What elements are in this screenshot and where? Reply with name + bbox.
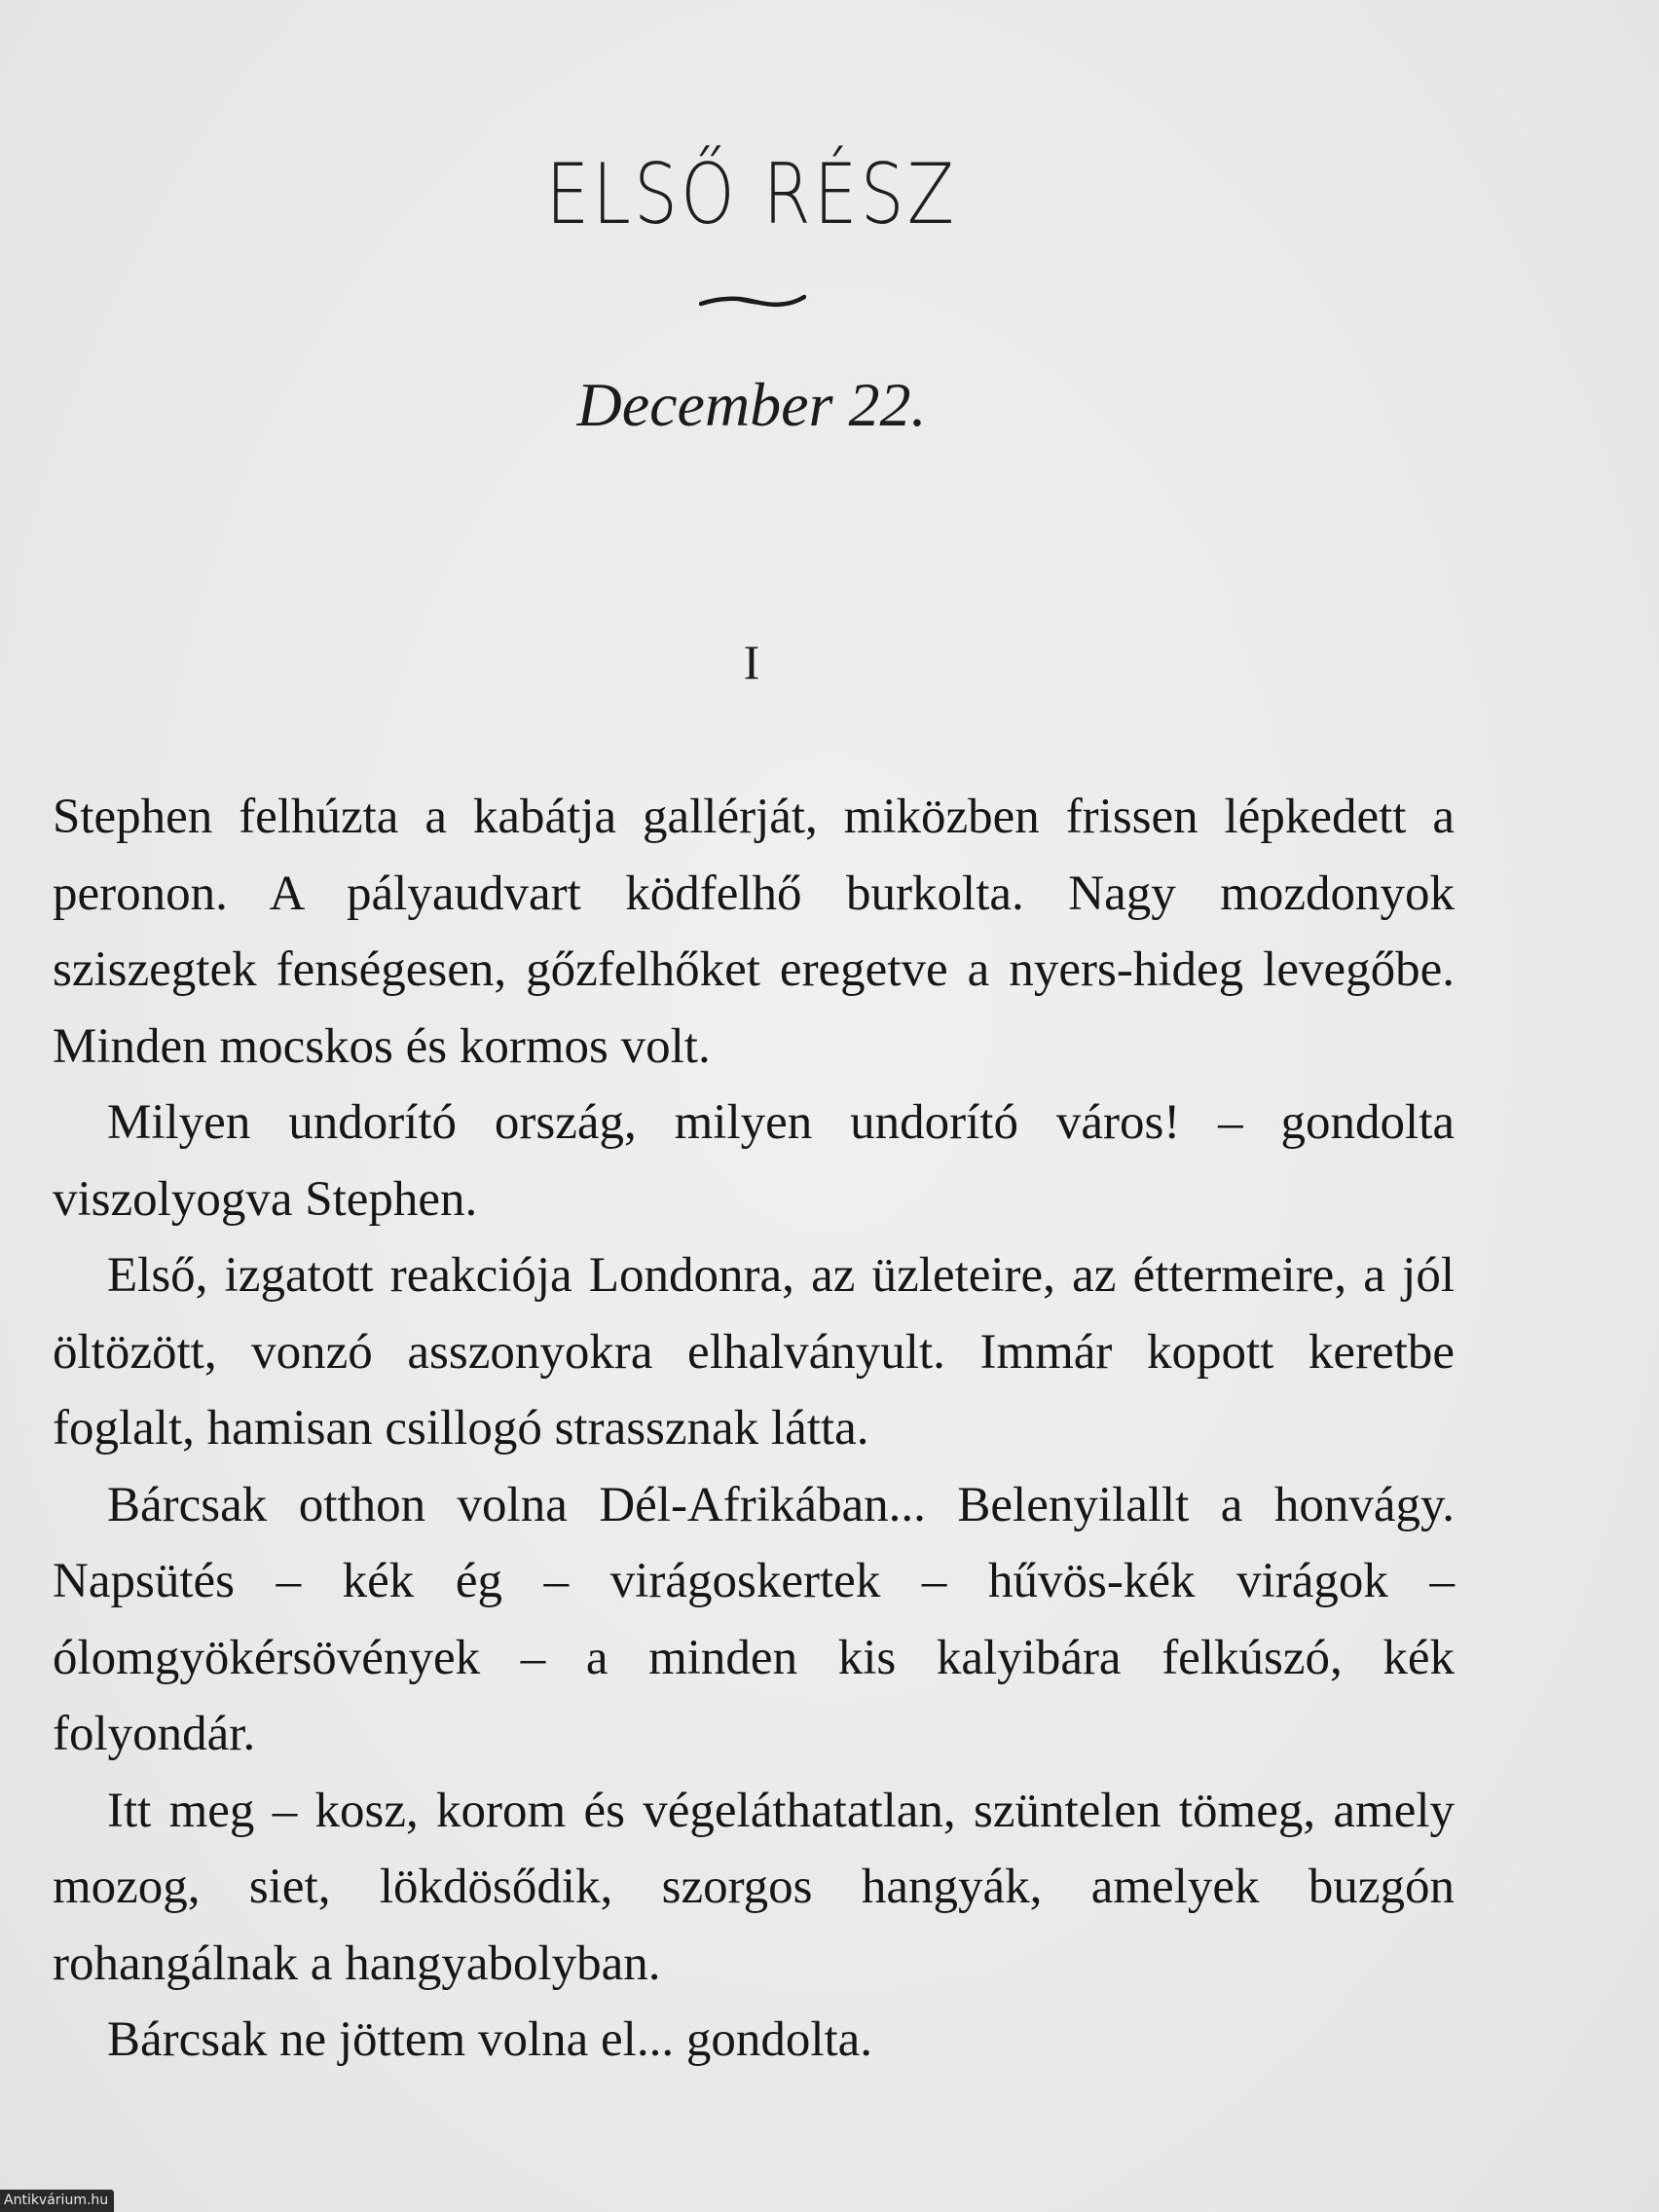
paragraph: Itt meg – kosz, korom és végeláthatatlan, szüntelen tömeg, amely mozog, siet, lökdösődik, szorgos hangyák, amelyek buzgón rohangálnak a hangyabolyban.	[53, 1783, 1455, 1991]
section-date: December 22.	[576, 370, 927, 439]
body-text	[53, 779, 1455, 2079]
chapter-number: I	[743, 635, 760, 689]
watermark-label: Antikvárium.hu	[0, 2190, 114, 2212]
paragraph: Bárcsak otthon volna Dél-Afrikában... Belenyilallt a honvágy. Napsütés – kék ég – virágoskertek – hűvös-kék virágok – ólomgyökérsövények – a minden kis kalyibára felkúszó, kék folyondár.	[53, 1477, 1455, 1761]
paragraph: Milyen undorító ország, milyen undorító város! – gondolta viszolyogva Stephen.	[53, 1095, 1455, 1227]
part-title: ELSŐ RÉSZ	[545, 146, 958, 243]
paragraph: Stephen felhúzta a kabátja gallérját, miközben frissen lépkedett a peronon. A pályaudvart ködfelhő burkolta. Nagy mozdonyok sziszegtek fenségesen, gőzfelhőket eregetve a nyers-hideg levegőbe. Minden mocskos és kormos volt.	[53, 790, 1455, 1074]
paragraph: Bárcsak ne jöttem volna el... gondolta.	[107, 2012, 873, 2067]
paragraph: Első, izgatott reakciója Londonra, az üzleteire, az éttermeire, a jól öltözött, vonzó asszonyokra elhalványult. Immár kopott keretbe foglalt, hamisan csillogó strassznak látta.	[53, 1248, 1455, 1456]
swash-ornament-icon	[699, 288, 806, 313]
